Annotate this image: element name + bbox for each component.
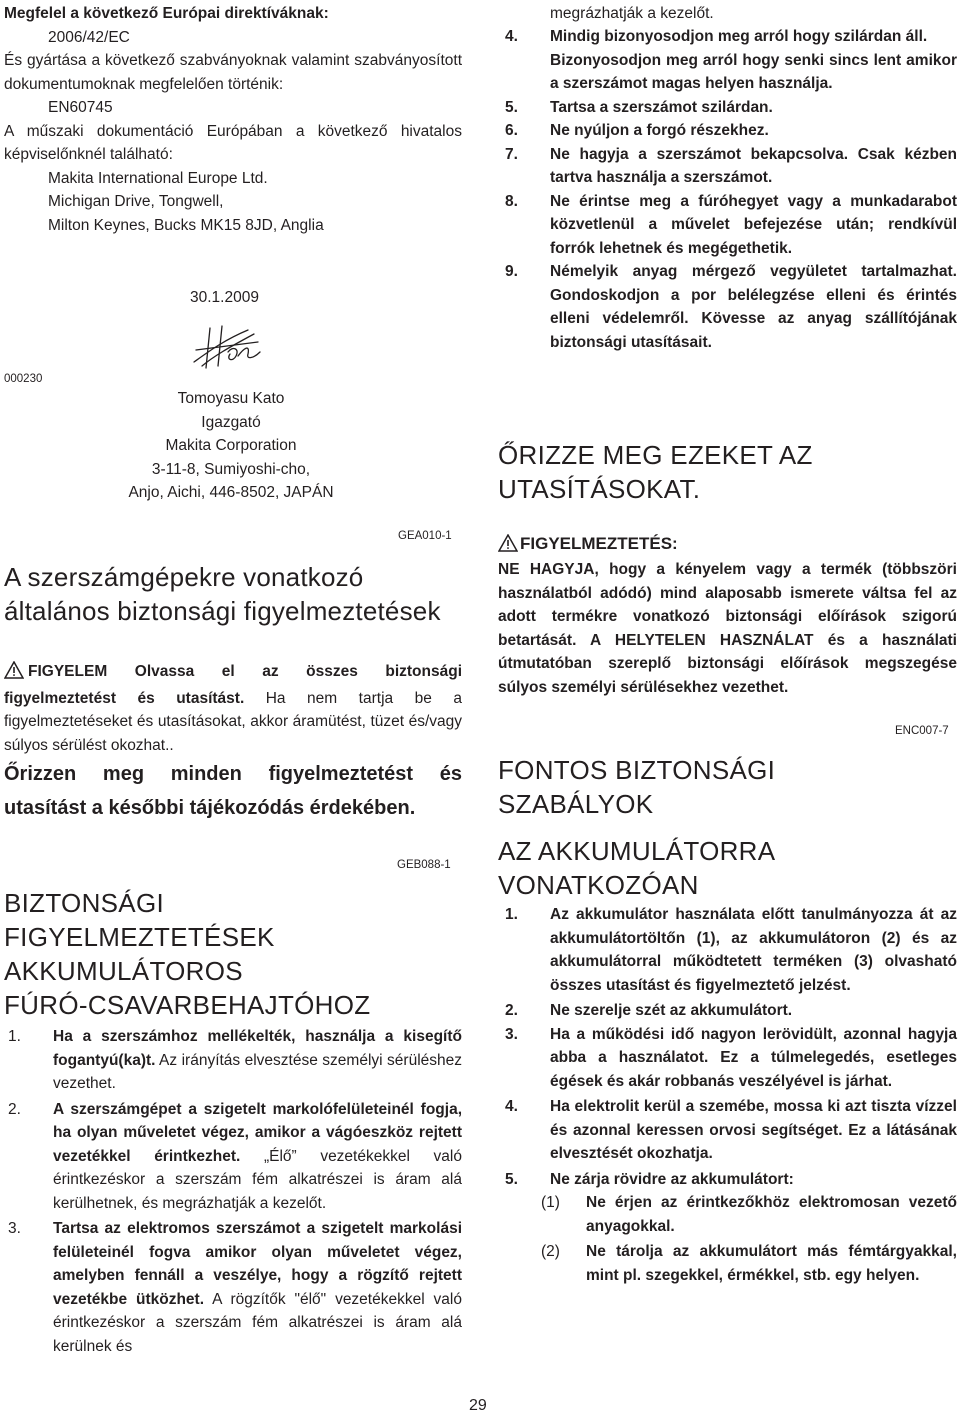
- date: 30.1.2009: [190, 289, 259, 306]
- signatory-address-1: 3-11-8, Sumiyoshi-cho,: [151, 460, 311, 478]
- general-warning: [4, 660, 462, 757]
- item-number: 2.: [8, 1100, 21, 1118]
- list-item: [505, 96, 957, 120]
- item-text: Az irányítás elvesztése személyi sérüléshez vezethet.: [53, 1051, 462, 1092]
- drill-title-line-1: BIZTONSÁGI: [4, 888, 164, 918]
- item-number: 5.: [505, 98, 518, 116]
- sub-item-text: Ne érjen az érintkezőkhöz elektromosan vezető anyagokkal.: [586, 1194, 957, 1235]
- left-column: [4, 2, 462, 237]
- sub-list-item: [541, 1240, 957, 1287]
- item-extra-text: Bizonyosodjon meg arról hogy senki sincs lent amikor a szerszámot magas helyen használja.: [550, 51, 957, 92]
- keep-instructions-text: Őrizzen meg minden figyelmeztetést és utasítást a későbbi tájékozódás érdekében.: [4, 763, 462, 819]
- right-safety-list: [505, 25, 957, 354]
- drill-title-line-2: FIGYELMEZTETÉSEK: [4, 922, 275, 952]
- list-item: [505, 999, 957, 1023]
- item-number: 8.: [505, 192, 518, 210]
- sub-item-number: (1): [541, 1194, 560, 1211]
- attention-heading: [498, 532, 678, 559]
- standard-text: És gyártása a következő szabványoknak valamint szabványosított dokumentumoknak megfelelően történik:: [4, 52, 462, 93]
- item-text: Ha elektrolit kerül a szemébe, mossa ki azt tiszta vízzel és azonnal keressen orvosi segítséget. Ez a látásának elvesztését okozhatja.: [550, 1098, 957, 1162]
- keep-title-line-2: UTASÍTÁSOKAT.: [498, 474, 701, 504]
- list-item: [8, 1098, 462, 1216]
- list-item: [505, 119, 957, 143]
- list-item: [8, 1025, 462, 1096]
- warning-bold-text: FIGYELEM Olvassa el az összes biztonsági figyelmeztetést és utasítást.: [4, 663, 462, 707]
- rules-title-line-1: FONTOS BIZTONSÁGI: [498, 755, 776, 785]
- drill-safety-title: [4, 886, 462, 1022]
- right-continuation: megrázhatják a kezelőt.: [550, 5, 714, 22]
- standard-code: EN60745: [48, 99, 113, 116]
- battery-list: [505, 903, 957, 1287]
- item-bold-text: Tartsa az elektromos szerszámot a szigetelt markolási felületeinél fogva amikor olyan műveletet végez, amelyben fennáll a veszélye, hogy a rögzítő rejtett vezetékbe ütközhet.: [53, 1220, 462, 1308]
- item-number: 4.: [505, 1098, 518, 1115]
- rep-line-1: Makita International Europe Ltd.: [48, 169, 268, 187]
- item-text: Ne zárja rövidre az akkumulátort:: [550, 1170, 794, 1188]
- doc-code: 000230: [4, 373, 43, 385]
- keep-title-line-1: ŐRIZZE MEG EZEKET AZ: [498, 440, 813, 470]
- gea-code: GEA010-1: [398, 530, 452, 542]
- rules-title-line-2: SZABÁLYOK: [498, 789, 654, 819]
- list-item: [505, 260, 957, 354]
- item-number: 3.: [505, 1025, 518, 1043]
- techdoc-text: A műszaki dokumentáció Európában a következő hivatalos képviselőnknél található:: [4, 122, 462, 163]
- signatory-block: [100, 387, 362, 505]
- signatory-title: Igazgató: [201, 413, 261, 431]
- list-item: [505, 1023, 957, 1094]
- battery-title-line-2: VONATKOZÓAN: [498, 870, 699, 900]
- item-text: Ha a működési idő nagyon lerövidült, azonnal hagyja abba a használatot. Ez a túlmelegedés, esetleges égések és akár robbanás veszélyével is járhat.: [550, 1025, 957, 1090]
- signatory-company: Makita Corporation: [165, 437, 297, 454]
- sub-item-text: Ne tárolja az akkumulátort más fémtárgyakkal, mint pl. szegekkel, érmékkel, stb. egy helyen.: [586, 1243, 957, 1284]
- item-number: 6.: [505, 122, 518, 139]
- item-number: 7.: [505, 145, 518, 163]
- sub-item-number: (2): [541, 1243, 560, 1260]
- attention-text: NE HAGYJA, hogy a kényelem vagy a termék (többszöri használatból adódó) mind alaposabb ismerete váltsa fel az adott termékre vonatkozó biztonsági előírások szigorú betartását. A HELYTELEN HASZNÁLAT és a használati útmutatóban szereplő biztonsági előírások megszegése súlyos személyi sérülésekhez vezethet.: [498, 561, 957, 696]
- battery-title: [498, 834, 958, 902]
- rules-title: [498, 753, 958, 821]
- drill-title-line-3: AKKUMULÁTOROS: [4, 956, 243, 986]
- keep-instructions-title: [498, 438, 958, 506]
- item-number: 2.: [505, 1002, 518, 1019]
- item-bold-text: Ne hagyja a szerszámot bekapcsolva. Csak kézben tartva használja a szerszámot.: [550, 145, 957, 186]
- item-number: 3.: [8, 1220, 21, 1237]
- item-text: Ne szerelje szét az akkumulátort.: [550, 1002, 793, 1019]
- directive-code: 2006/42/EC: [48, 28, 130, 46]
- item-number: 9.: [505, 263, 518, 280]
- item-bold-text: Mindig bizonyosodjon meg arról hogy szilárdan áll.: [550, 28, 928, 45]
- signatory-address-2: Anjo, Aichi, 446-8502, JAPÁN: [128, 484, 334, 501]
- signature: [188, 322, 268, 374]
- item-bold-text: Ne nyúljon a forgó részekhez.: [550, 122, 769, 139]
- directive-heading: Megfelel a következő Európai direktíváknak:: [4, 5, 329, 22]
- item-bold-text: Ne érintse meg a fúróhegyet vagy a munkadarabot közvetlenül a művelet befejezése után; rendkívül forrók lehetnek és megégethetik.: [550, 192, 957, 257]
- warning-triangle-icon: [4, 661, 24, 687]
- item-bold-text: Némelyik anyag mérgező vegyületet tartalmazhat. Gondoskodjon a por belélegzése elleni és érintés elleni védelemről. Kövesse az anyag szállítójának biztonsági utasításait.: [550, 263, 957, 351]
- signatory-name: Tomoyasu Kato: [177, 390, 285, 407]
- list-item: [8, 1217, 462, 1358]
- item-text: A rögzítők "élő" vezetékekkel való érintkezéskor a szerszám fém alkatrészei is áram alá kerülnek és: [53, 1290, 462, 1355]
- item-bold-text: Tartsa a szerszámot szilárdan.: [550, 98, 773, 116]
- list-item: [505, 1095, 957, 1166]
- rep-line-3: Milton Keynes, Bucks MK15 8JD, Anglia: [48, 216, 324, 234]
- item-text: Az akkumulátor használata előtt tanulmányozza át az akkumulátortöltőn (1), az akkumulátoron (2) és az akkumulátorral működtetett terméken (3) olvasható összes utasítást és figyelmeztető jelzést.: [550, 906, 957, 994]
- enc-code: ENC007-7: [895, 725, 949, 737]
- item-bold-text: A szerszámgépet a szigetelt markolófelületeinél fogja, ha olyan műveletet végez, amikor a vágóeszköz rejtett vezetékkel érintkezhet.: [53, 1100, 462, 1165]
- sub-list-item: [541, 1191, 957, 1238]
- geb-code: GEB088-1: [397, 859, 451, 871]
- warning-body-text: Ha nem tartja be a figyelmeztetéseket és utasításokat, akkor áramütést, tüzet és/vagy súlyos sérülést okozhat..: [4, 689, 462, 754]
- item-number: 4.: [505, 28, 518, 45]
- attention-label: FIGYELMEZTETÉS:: [520, 534, 678, 553]
- drill-title-line-4: FÚRÓ-CSAVARBEHAJTÓHOZ: [4, 990, 371, 1020]
- item-number: 5.: [505, 1170, 518, 1188]
- item-number: 1.: [8, 1028, 21, 1045]
- rep-line-2: Michigan Drive, Tongwell,: [48, 193, 224, 210]
- general-safety-title: A szerszámgépekre vonatkozó általános biztonsági figyelmeztetések: [4, 562, 441, 626]
- page-number: 29: [469, 1397, 487, 1414]
- warning-triangle-icon: [498, 534, 518, 559]
- item-text: „Élő” vezetékekkel való érintkezéskor a szerszám fém alkatrészei is áram alá kerülhetnek, és megrázhatják a kezelőt.: [53, 1147, 462, 1212]
- battery-title-line-1: AZ AKKUMULÁTORRA: [498, 836, 776, 866]
- item-bold-text: Ha a szerszámhoz mellékelték, használja a kisegítő fogantyú(ka)t.: [53, 1028, 462, 1069]
- drill-safety-list: [8, 1025, 462, 1358]
- sub-list: [505, 1191, 957, 1287]
- list-item: [505, 25, 957, 96]
- list-item: [505, 1168, 957, 1192]
- list-item: [505, 143, 957, 190]
- list-item: [505, 190, 957, 261]
- list-item: [505, 903, 957, 997]
- item-number: 1.: [505, 906, 518, 923]
